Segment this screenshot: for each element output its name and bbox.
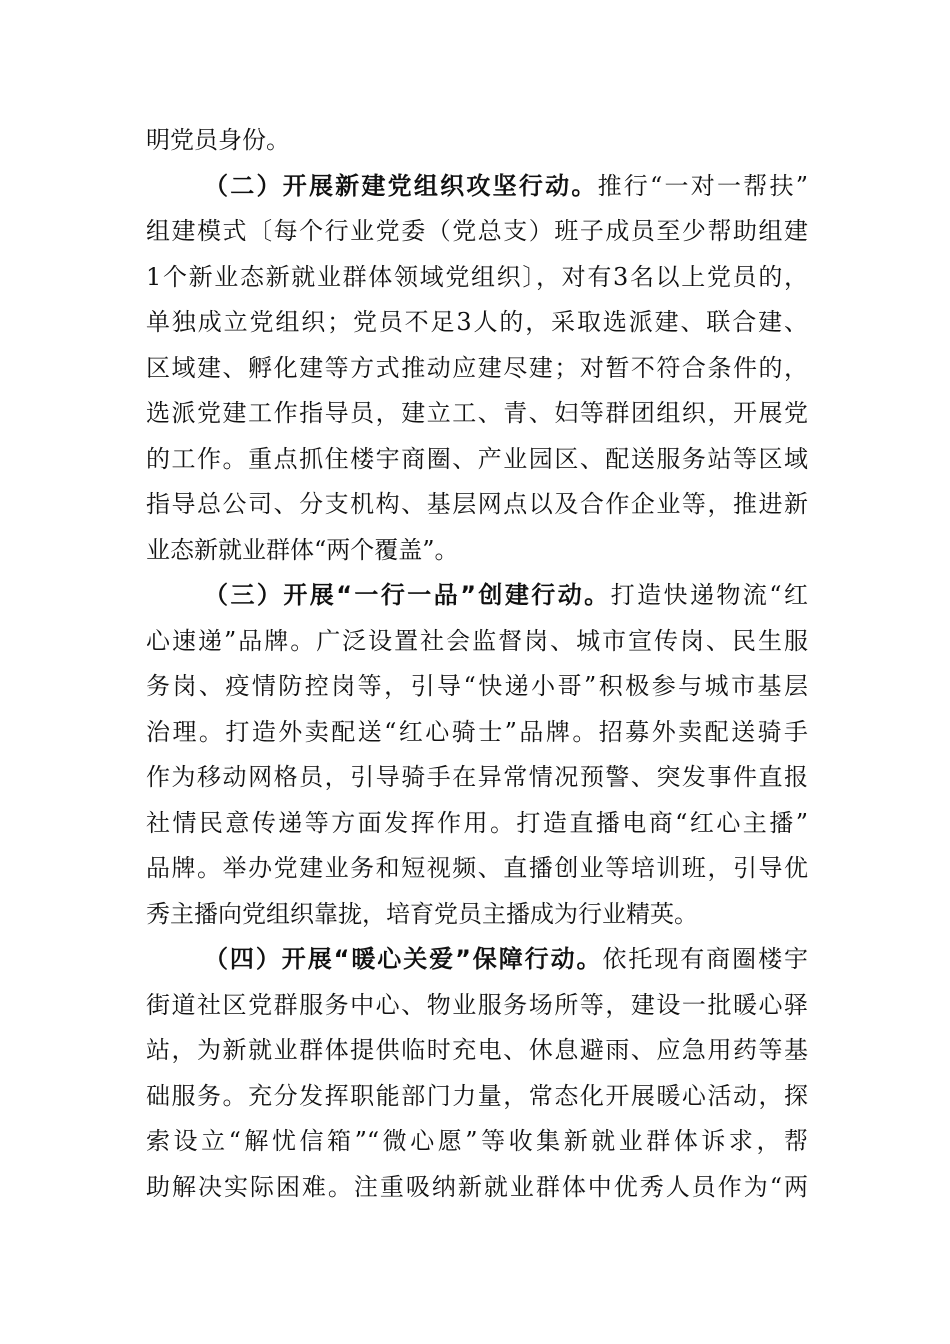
paragraph-line: 组建模式〔每个行业党委（党总支）班子成员至少帮助组建 (146, 217, 808, 245)
paragraph-line: 站，为新就业群体提供临时充电、休息避雨、应急用药等基 (146, 1036, 808, 1064)
section-heading: （三）开展“一行一品”创建行动。 (204, 581, 611, 609)
paragraph-line: 选派党建工作指导员，建立工、青、妇等群团组织，开展党 (146, 399, 808, 427)
paragraph-line: 指导总公司、分支机构、基层网点以及合作企业等，推进新 (146, 490, 808, 518)
paragraph-line: 区域建、孵化建等方式推动应建尽建；对暂不符合条件的， (146, 353, 808, 382)
document-body (146, 118, 808, 1210)
paragraph-line: 单独成立党组织；党员不足3人的，采取选派建、联合建、 (146, 308, 808, 336)
paragraph-line: 社情民意传递等方面发挥作用。打造直播电商“红心主播” (146, 808, 808, 837)
paragraph-line: 的工作。重点抓住楼宇商圈、产业园区、配送服务站等区域 (146, 444, 808, 473)
paragraph-line: 秀主播向党组织靠拢，培育党员主播成为行业精英。 (146, 899, 698, 928)
paragraph-line: 助解决实际困难。注重吸纳新就业群体中优秀人员作为“两 (146, 1172, 808, 1201)
paragraph-line: 品牌。举办党建业务和短视频、直播创业等培训班，引导优 (146, 854, 808, 882)
paragraph-line: 1个新业态新就业群体领域党组织〕，对有3名以上党员的， (146, 262, 808, 291)
section-heading: （四）开展“暖心关爱”保障行动。 (204, 945, 603, 973)
paragraph-line: 明党员身份。 (146, 126, 290, 154)
paragraph-line: 索设立“解忧信箱”“微心愿”等收集新就业群体诉求，帮 (146, 1127, 808, 1155)
paragraph-first-line (146, 573, 808, 619)
paragraph-text: 推行“一对一帮扶” (597, 171, 808, 200)
paragraph-line: 心速递”品牌。广泛设置社会监督岗、城市宣传岗、民生服 (146, 626, 808, 655)
paragraph-text: 依托现有商圈楼宇 (602, 945, 809, 973)
paragraph-text: 打造快递物流“红 (610, 581, 808, 609)
paragraph-line: 务岗、疫情防控岗等，引导“快递小哥”积极参与城市基层 (146, 672, 808, 700)
paragraph-first-line (146, 937, 808, 983)
paragraph-line: 治理。打造外卖配送“红心骑士”品牌。招募外卖配送骑手 (146, 717, 808, 746)
paragraph-line: 业态新就业群体“两个覆盖”。 (146, 535, 459, 564)
section-heading: （二）开展新建党组织攻坚行动。 (204, 171, 598, 200)
paragraph-line: 街道社区党群服务中心、物业服务场所等，建设一批暖心驿 (146, 990, 808, 1019)
paragraph-first-line (146, 164, 808, 210)
paragraph-line: 作为移动网格员，引导骑手在异常情况预警、突发事件直报 (146, 763, 808, 791)
paragraph-line: 础服务。充分发挥职能部门力量，常态化开展暖心活动，探 (146, 1081, 808, 1110)
